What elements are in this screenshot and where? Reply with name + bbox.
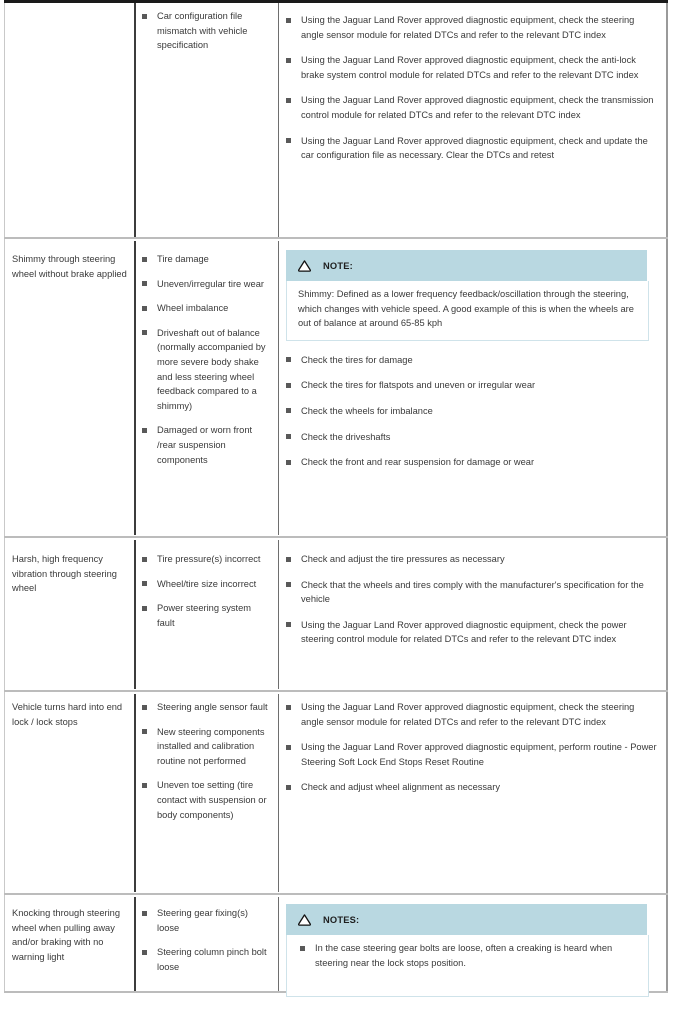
note-title: NOTE: — [323, 260, 353, 271]
row-divider — [4, 893, 668, 895]
list-item-label: Uneven/irregular tire wear — [157, 278, 264, 289]
list-item-label: Steering angle sensor fault — [157, 702, 268, 712]
square-bullet-icon — [142, 950, 147, 955]
list-item — [286, 780, 658, 795]
row-divider — [4, 237, 668, 239]
square-bullet-icon — [142, 581, 147, 586]
table-cell-cause — [142, 700, 270, 822]
list-item — [142, 552, 270, 567]
square-bullet-icon — [286, 460, 291, 465]
list-item — [142, 778, 270, 822]
square-bullet-icon — [142, 911, 147, 916]
square-bullet-icon — [286, 58, 291, 63]
square-bullet-icon — [142, 257, 147, 262]
list-item-label: Using the Jaguar Land Rover approved diagnostic equipment, check the transmission control module for related DTCs and refer to the relevant DTC index — [301, 95, 654, 120]
row-divider — [4, 690, 668, 692]
square-bullet-icon — [142, 606, 147, 611]
table-cell-cause — [142, 552, 270, 630]
square-bullet-icon — [286, 357, 291, 362]
square-bullet-icon — [286, 785, 291, 790]
list-item-label: Check the tires for flatspots and uneven or irregular wear — [301, 380, 536, 391]
list-item-label: In the case steering gear bolts are loose, often a creaking is heard when steering near the lock stops position. — [315, 943, 613, 968]
note-triangle-icon — [297, 913, 312, 927]
list-item — [142, 326, 270, 414]
list-item — [286, 134, 658, 163]
square-bullet-icon — [300, 946, 305, 951]
list-item — [142, 601, 270, 630]
list-item-label: Uneven toe setting (tire contact with suspension or body components) — [157, 780, 267, 820]
list-item — [142, 906, 270, 935]
list-item-label: Check and adjust wheel alignment as necessary — [301, 782, 500, 793]
square-bullet-icon — [142, 281, 147, 286]
list-item — [286, 618, 658, 647]
action-list — [286, 552, 658, 647]
note-triangle-icon — [297, 259, 312, 273]
list-item-label: Check the driveshafts — [301, 431, 391, 442]
list-item-label: Using the Jaguar Land Rover approved diagnostic equipment, perform routine - Power Steering Soft Lock End Stops Reset Routine — [301, 742, 657, 767]
table-cell-cause — [142, 9, 270, 53]
action-list — [286, 13, 658, 163]
table-cell-cause — [142, 252, 270, 467]
list-item — [142, 577, 270, 592]
square-bullet-icon — [286, 622, 291, 627]
list-item-label: Check the wheels for imbalance — [301, 405, 433, 416]
list-item — [142, 252, 270, 267]
list-item — [286, 430, 658, 445]
note-header — [286, 904, 647, 935]
list-item-label: Check the tires for damage — [301, 354, 413, 365]
square-bullet-icon — [142, 428, 147, 433]
table-cell-action — [286, 250, 658, 481]
list-item — [286, 378, 658, 393]
table-cell-symptom — [12, 906, 130, 964]
note-callout — [286, 250, 647, 341]
column-divider-1 — [134, 241, 136, 535]
column-divider-1 — [134, 3, 136, 237]
column-divider-2 — [278, 897, 279, 993]
list-item-label: Check that the wheels and tires comply with the manufacturer's specification for the vehicle — [301, 579, 644, 605]
square-bullet-icon — [142, 557, 147, 562]
action-list — [286, 353, 658, 470]
cause-list — [142, 9, 270, 53]
cause-list — [142, 252, 270, 467]
list-item — [142, 9, 270, 53]
square-bullet-icon — [142, 330, 147, 335]
list-item — [142, 700, 270, 715]
square-bullet-icon — [286, 408, 291, 413]
square-bullet-icon — [286, 705, 291, 710]
symptom-label: Vehicle turns hard into end lock / lock stops — [12, 702, 123, 727]
list-item — [142, 725, 270, 769]
square-bullet-icon — [286, 383, 291, 388]
list-item-label: Steering gear fixing(s) loose — [157, 908, 248, 933]
square-bullet-icon — [142, 729, 147, 734]
list-item — [286, 578, 658, 607]
list-item-label: Using the Jaguar Land Rover approved diagnostic equipment, check and update the car configuration file as necessary. Clear the DTCs and retest — [301, 135, 648, 161]
list-item — [298, 941, 638, 970]
square-bullet-icon — [286, 434, 291, 439]
list-item — [286, 552, 658, 567]
list-item-label: Damaged or worn front /rear suspension components — [157, 425, 253, 465]
column-divider-1 — [134, 694, 136, 892]
symptom-label: Harsh, high frequency vibration through steering wheel — [12, 554, 117, 594]
symptom-label: Shimmy through steering wheel without brake applied — [12, 254, 127, 279]
note-paragraph: Shimmy: Defined as a lower frequency feedback/oscillation through the steering, which changes with vehicle speed. A good example of this is when the wheels are out of balance at around 65-85 kph — [298, 289, 634, 329]
note-body — [286, 281, 649, 341]
list-item-label: Using the Jaguar Land Rover approved diagnostic equipment, check the steering angle sensor module for related DTCs and refer to the relevant DTC index — [301, 702, 635, 727]
square-bullet-icon — [286, 557, 291, 562]
list-item-label: Steering column pinch bolt loose — [157, 947, 267, 972]
list-item-label: Tire pressure(s) incorrect — [157, 554, 261, 564]
list-item — [142, 945, 270, 974]
cause-list — [142, 906, 270, 974]
list-item — [286, 353, 658, 368]
column-divider-2 — [278, 694, 279, 892]
table-cell-action — [286, 552, 658, 658]
note-title: NOTES: — [323, 914, 360, 925]
list-item-label: Wheel imbalance — [157, 303, 229, 314]
list-item — [286, 700, 658, 729]
square-bullet-icon — [142, 306, 147, 311]
action-list — [286, 700, 658, 795]
row-divider — [4, 536, 668, 538]
square-bullet-icon — [142, 705, 147, 710]
note-bullet-list — [298, 941, 638, 970]
list-item-label: Using the Jaguar Land Rover approved diagnostic equipment, check the anti-lock brake system control module for related DTCs and refer to the relevant DTC index — [301, 55, 639, 80]
table-cell-symptom — [12, 700, 130, 729]
table-left-border — [4, 3, 5, 993]
list-item-label: Power steering system fault — [157, 603, 252, 628]
column-divider-1 — [134, 540, 136, 689]
list-item — [286, 13, 658, 42]
table-right-border — [666, 3, 668, 993]
table-cell-symptom — [12, 552, 130, 596]
square-bullet-icon — [286, 582, 291, 587]
list-item — [142, 301, 270, 316]
list-item-label: Car configuration file mismatch with vehicle specification — [157, 11, 248, 51]
list-item-label: Check and adjust the tire pressures as necessary — [301, 554, 505, 564]
table-cell-action — [286, 700, 658, 806]
list-item-label: New steering components installed and calibration routine not performed — [157, 726, 265, 766]
table-cell-cause — [142, 906, 270, 974]
square-bullet-icon — [142, 783, 147, 788]
note-header — [286, 250, 647, 281]
list-item — [286, 53, 658, 82]
list-item-label: Check the front and rear suspension for damage or wear — [301, 457, 535, 468]
table-cell-symptom — [12, 252, 130, 281]
list-item-label: Driveshaft out of balance (normally accompanied by more severe body shake and less steering wheel feedback compared to a shimmy) — [157, 327, 266, 411]
list-item-label: Wheel/tire size incorrect — [157, 578, 257, 589]
cause-list — [142, 700, 270, 822]
list-item-label: Using the Jaguar Land Rover approved diagnostic equipment, check the power steering control module for related DTCs and refer to the relevant DTC index — [301, 619, 627, 645]
note-callout — [286, 904, 647, 997]
list-item — [286, 404, 658, 419]
cause-list — [142, 552, 270, 630]
column-divider-1 — [134, 897, 136, 993]
table-cell-action — [286, 13, 658, 174]
list-item — [286, 455, 658, 470]
column-divider-2 — [278, 241, 279, 535]
column-divider-2 — [278, 3, 279, 237]
square-bullet-icon — [142, 14, 147, 19]
list-item — [142, 423, 270, 467]
square-bullet-icon — [286, 98, 291, 103]
square-bullet-icon — [286, 18, 291, 23]
table-cell-action — [286, 904, 658, 1009]
column-divider-2 — [278, 540, 279, 689]
list-item-label: Using the Jaguar Land Rover approved diagnostic equipment, check the steering angle sensor module for related DTCs and refer to the relevant DTC index — [301, 15, 635, 40]
list-item-label: Tire damage — [157, 254, 209, 264]
list-item — [286, 740, 658, 769]
square-bullet-icon — [286, 138, 291, 143]
symptom-label: Knocking through steering wheel when pulling away and/or braking with no warning light — [12, 908, 121, 962]
list-item — [142, 277, 270, 292]
list-item — [286, 93, 658, 122]
table-top-rule — [4, 0, 668, 3]
square-bullet-icon — [286, 745, 291, 750]
note-body — [286, 935, 649, 997]
